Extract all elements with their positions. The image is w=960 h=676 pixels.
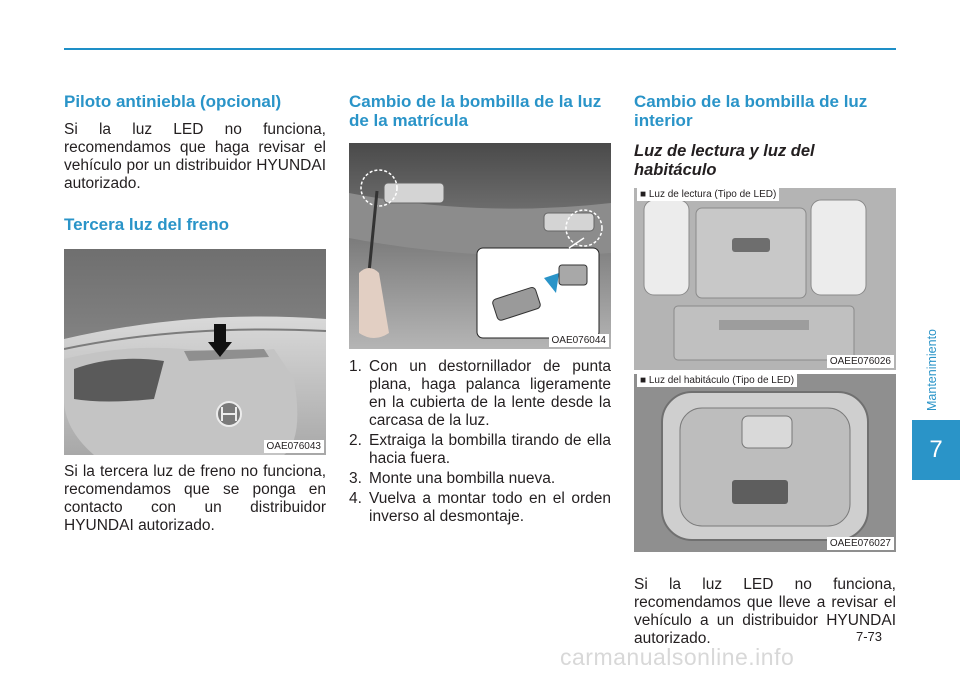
chapter-tab: 7 xyxy=(912,420,960,480)
license-plate-figure xyxy=(349,143,611,349)
figure-code: OAE076044 xyxy=(549,334,610,347)
figure-code: OAEE076027 xyxy=(827,537,894,550)
room-light-figure xyxy=(634,374,896,552)
list-item xyxy=(349,470,611,488)
step-number: 3. xyxy=(349,470,362,487)
room-light-illustration xyxy=(634,374,896,552)
step-number: 1. xyxy=(349,358,362,375)
right-column xyxy=(634,92,896,648)
brake-light-heading: Tercera luz del freno xyxy=(64,215,230,234)
reading-light-figure xyxy=(634,188,896,370)
reading-light-illustration xyxy=(634,188,896,370)
figure-code: OAE076043 xyxy=(264,440,325,453)
step-text: Con un destornillador de punta plana, haga palanca ligeramente en la cubierta de la lente desde la carcasa de la luz. xyxy=(369,358,611,429)
watermark: carmanualsonline.info xyxy=(560,644,795,670)
list-item xyxy=(349,432,611,468)
brake-light-paragraph: Si la tercera luz de freno no funciona, recomendamos que se ponga en contacto con un distribuidor HYUNDAI autorizado. xyxy=(64,463,326,534)
list-item xyxy=(349,358,611,430)
section-label: Mantenimiento xyxy=(925,329,939,411)
page-number: 7-73 xyxy=(856,629,883,644)
license-plate-heading: Cambio de la bombilla de la luz de la matrícula xyxy=(349,92,602,130)
car-rear-illustration xyxy=(64,249,326,455)
step-text: Monte una bombilla nueva. xyxy=(369,470,556,487)
left-column xyxy=(64,92,326,535)
step-number: 2. xyxy=(349,432,362,449)
figure-label: ■ Luz de lectura (Tipo de LED) xyxy=(637,188,779,201)
step-text: Vuelva a montar todo en el orden inverso al desmontaje. xyxy=(369,490,611,525)
brake-light-figure xyxy=(64,249,326,455)
list-item xyxy=(349,490,611,526)
step-number: 4. xyxy=(349,490,362,507)
middle-column xyxy=(349,92,611,528)
top-rule xyxy=(64,48,896,50)
license-plate-illustration xyxy=(349,143,611,349)
interior-light-subheading: Luz de lectura y luz del habitáculo xyxy=(634,142,815,179)
fog-light-paragraph: Si la luz LED no funciona, recomendamos que haga revisar el vehículo por un distribuidor HYUNDAI autorizado. xyxy=(64,121,326,192)
figure-label: ■ Luz del habitáculo (Tipo de LED) xyxy=(637,374,797,387)
step-text: Extraiga la bombilla tirando de ella hacia fuera. xyxy=(369,432,611,467)
fog-light-heading: Piloto antiniebla (opcional) xyxy=(64,92,282,111)
steps-list xyxy=(349,358,611,526)
interior-light-paragraph: Si la luz LED no funciona, recomendamos que lleve a revisar el vehículo a un distribuidor HYUNDAI autorizado. xyxy=(634,576,896,647)
figure-code: OAEE076026 xyxy=(827,355,894,368)
interior-light-heading: Cambio de la bombilla de luz interior xyxy=(634,92,868,130)
